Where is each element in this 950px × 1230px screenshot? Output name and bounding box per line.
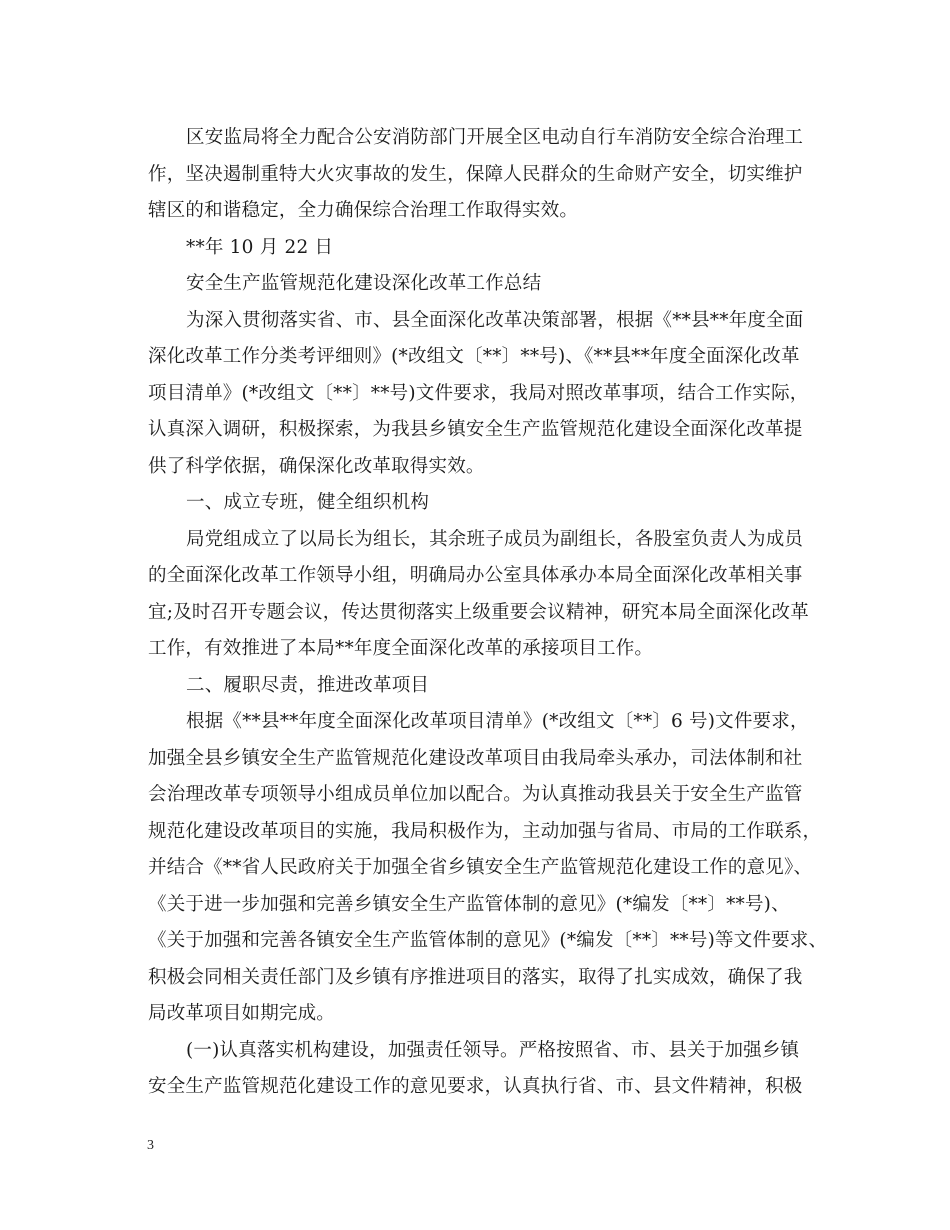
text-line: 局改革项目如期完成。 [148, 1003, 336, 1024]
text-line: 局党组成立了以局长为组长，其余班子成员为副组长，各股室负责人为成员 [186, 528, 804, 550]
text-line: 辖区的和谐稳定，全力确保综合治理工作取得实效。 [148, 200, 579, 221]
text-line: 规范化建设改革项目的实施，我局积极作为，主动加强与省局、市局的工作联系， [148, 820, 822, 842]
text-line: 《关于加强和完善各镇安全生产监管体制的意见》(*编发〔**〕**号)等文件要求、 [148, 930, 828, 951]
text-line: 会治理改革专项领导小组成员单位加以配合。为认真推动我县关于安全生产监管 [148, 784, 803, 805]
text-line: 根据《**县**年度全面深化改革项目清单》(*改组文〔**〕6 号)文件要求， [186, 711, 809, 732]
page-number: 3 [147, 1138, 154, 1153]
text-line: 加强全县乡镇安全生产监管规范化建设改革项目由我局牵头承办，司法体制和社 [148, 747, 803, 769]
text-line: 工作，有效推进了本局**年度全面深化改革的承接项目工作。 [148, 638, 654, 659]
text-line: 作，坚决遏制重特大火灾事故的发生，保障人民群众的生命财产安全，切实维护 [148, 163, 803, 185]
text-line: 供了科学依据，确保深化改革取得实效。 [148, 455, 485, 477]
text-line: 一、成立专班，健全组织机构 [186, 492, 430, 513]
text-line: 并结合《**省人民政府关于加强全省乡镇安全生产监管规范化建设工作的意见》、 [148, 857, 813, 878]
text-line: 的全面深化改革工作领导小组，明确局办公室具体承办本局全面深化改革相关事 [148, 565, 803, 586]
text-line: 深化改革工作分类考评细则》(*改组文〔**〕**号)、《**县**年度全面深化改革 [148, 346, 800, 367]
text-line: 认真深入调研，积极探索，为我县乡镇安全生产监管规范化建设全面深化改革提 [148, 419, 803, 440]
text-line: 安全生产监管规范化建设深化改革工作总结 [186, 273, 542, 294]
document-body [148, 120, 828, 1106]
text-line: 区安监局将全力配合公安消防部门开展全区电动自行车消防安全综合治理工 [186, 127, 804, 148]
text-line: 积极会同相关责任部门及乡镇有序推进项目的落实，取得了扎实成效，确保了我 [148, 966, 803, 988]
text-line: 项目清单》(*改组文〔**〕**号)文件要求，我局对照改革事项，结合工作实际， [148, 382, 809, 404]
text-line: 二、履职尽责，推进改革项目 [186, 674, 430, 696]
text-line: 宜;及时召开专题会议，传达贯彻落实上级重要会议精神，研究本局全面深化改革 [148, 601, 809, 623]
text-line: 《关于进一步加强和完善乡镇安全生产监管体制的意见》(*编发〔**〕**号)、 [148, 893, 790, 915]
text-line: **年 10 月 22 日 [186, 236, 334, 258]
text-line: (一)认真落实机构建设，加强责任领导。严格按照省、市、县关于加强乡镇 [186, 1039, 800, 1061]
text-line: 为深入贯彻落实省、市、县全面深化改革决策部署，根据《**县**年度全面 [186, 309, 804, 331]
text-line: 安全生产监管规范化建设工作的意见要求，认真执行省、市、县文件精神，积极 [148, 1076, 803, 1097]
